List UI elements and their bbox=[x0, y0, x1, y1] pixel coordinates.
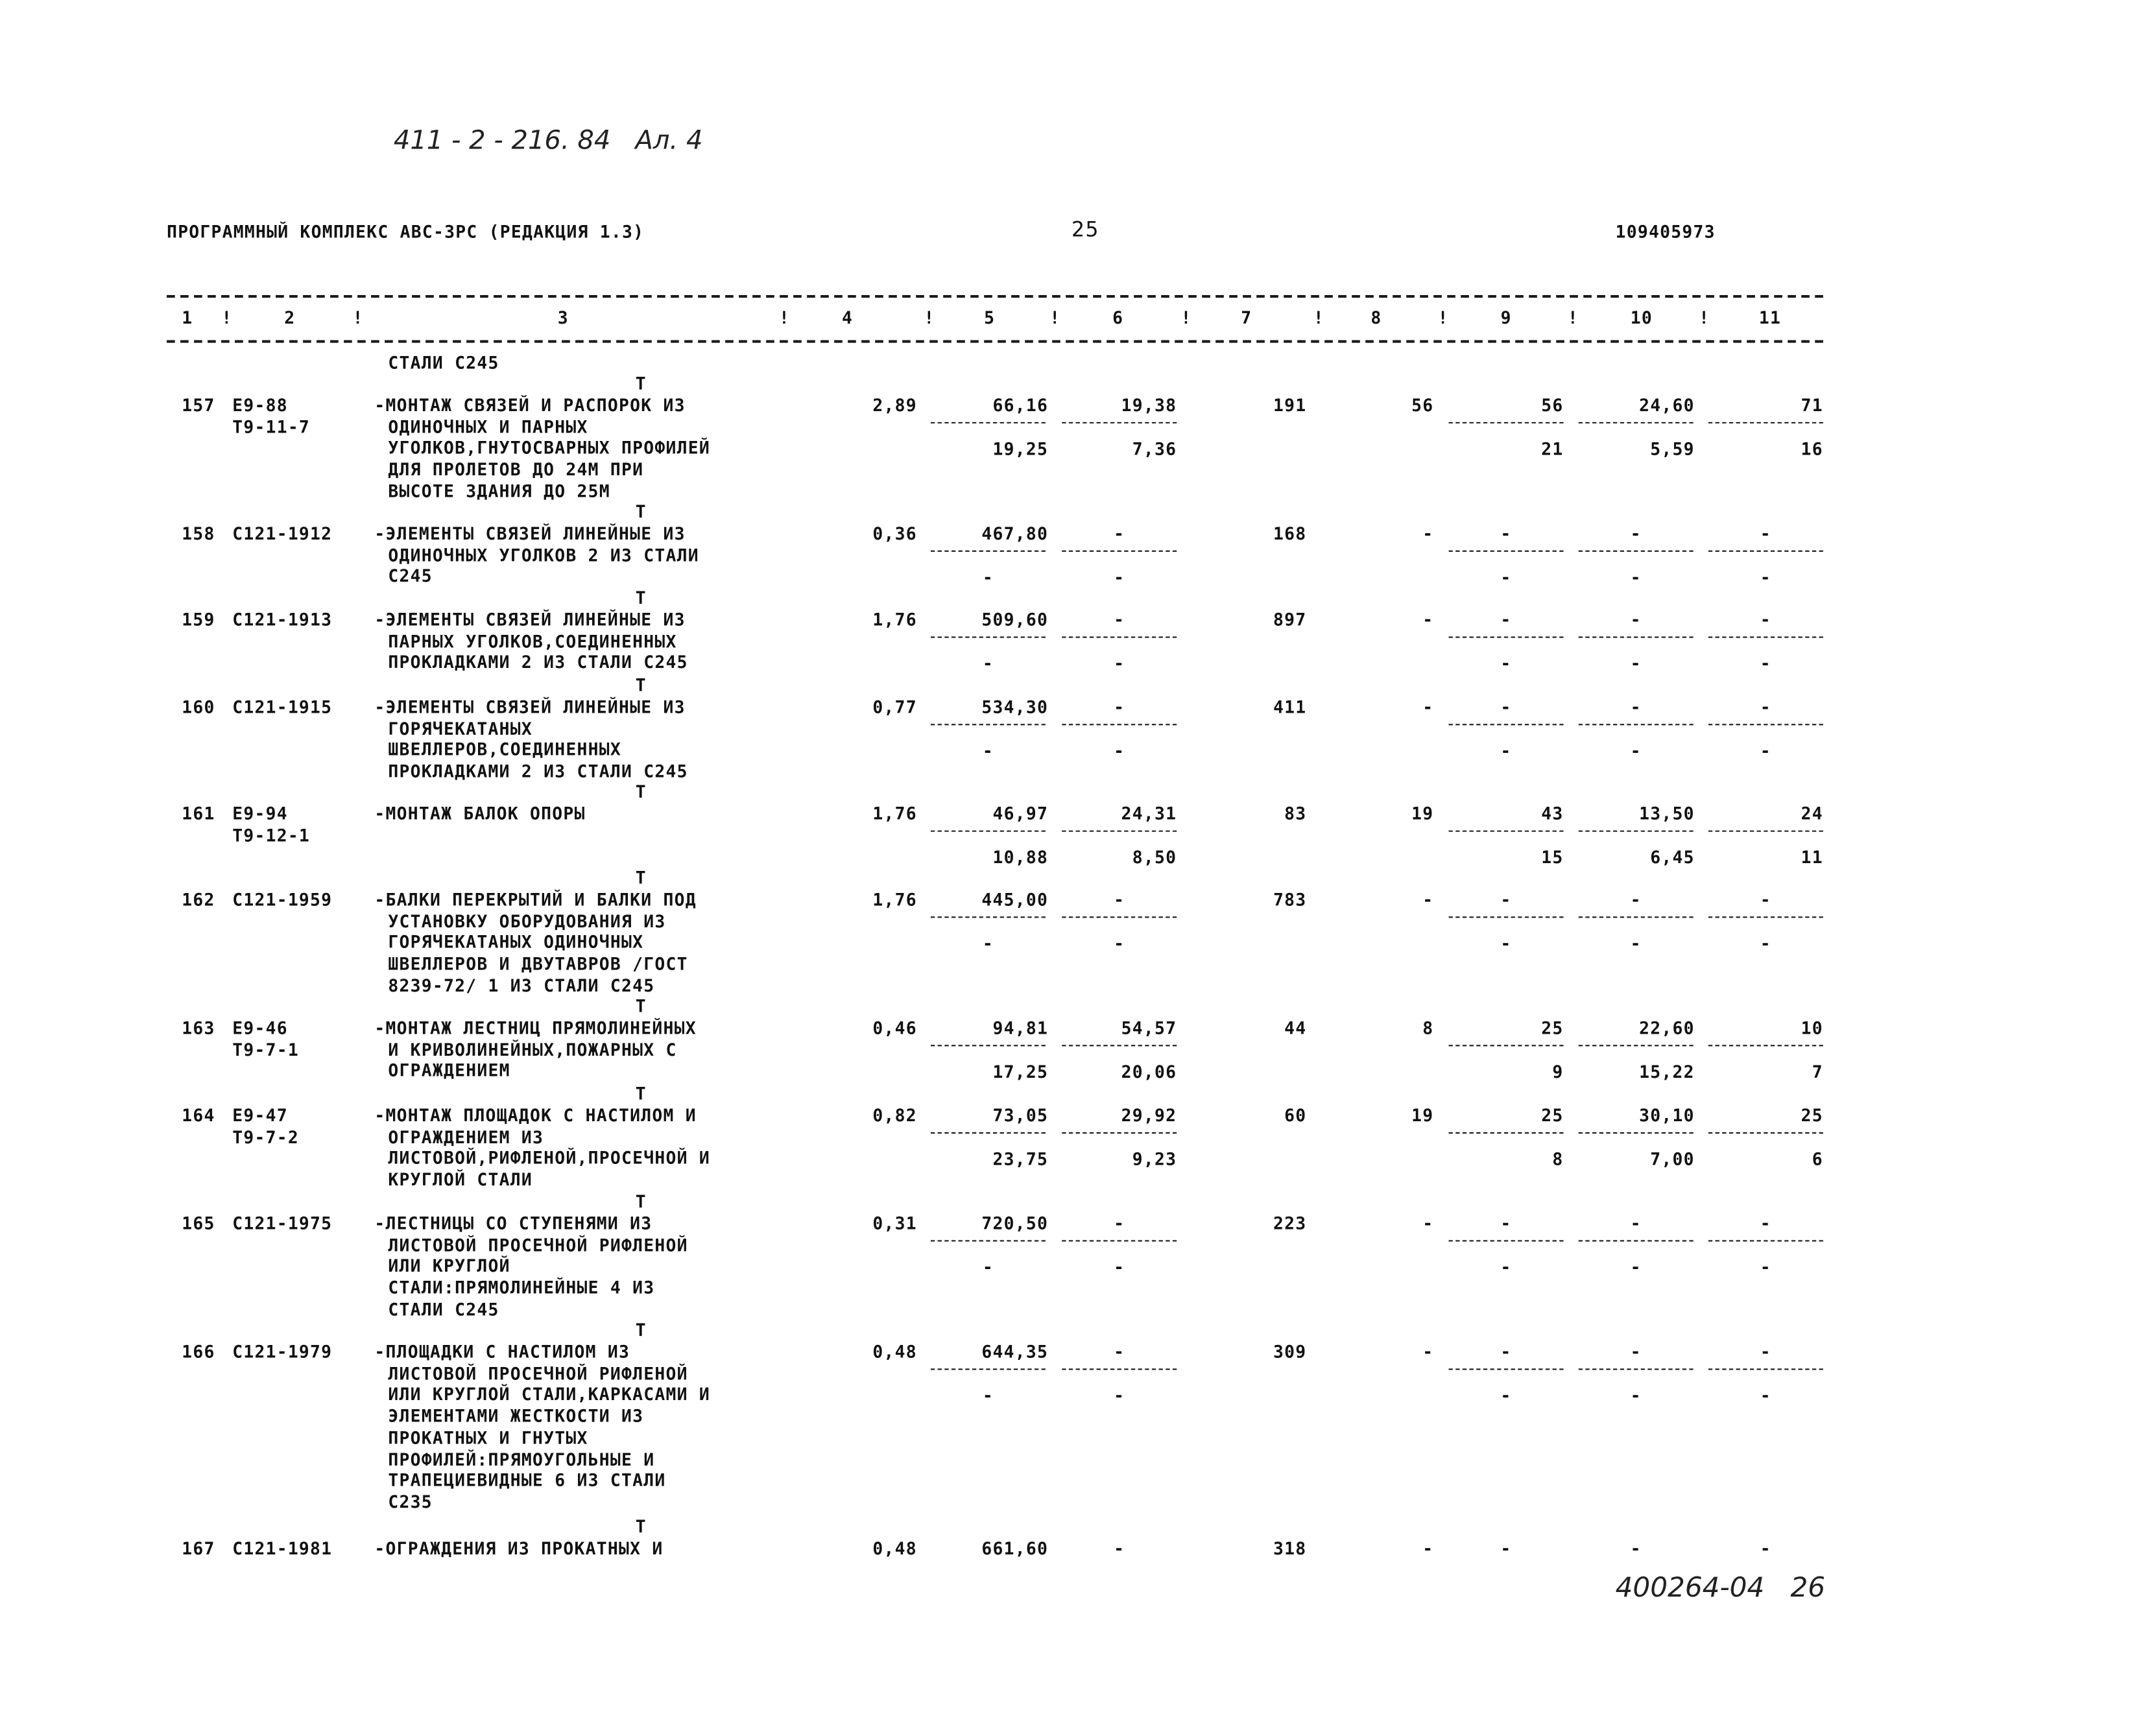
row-165-code-0: С121-1975 bbox=[232, 1213, 333, 1233]
row-159-code-0: С121-1913 bbox=[232, 609, 333, 630]
table-top-rule bbox=[167, 295, 1823, 298]
row-164-c10-value-1: 7,00 bbox=[1650, 1148, 1695, 1169]
row-163-code-1: Т9-7-1 bbox=[232, 1039, 299, 1060]
row-167-c9-value-0: - bbox=[1500, 1538, 1512, 1559]
row-162-c6-value-1: - bbox=[1114, 932, 1125, 953]
row-164-c6-value-1: 9,23 bbox=[1132, 1148, 1177, 1169]
row-163-c5-value-0: 94,81 bbox=[992, 1017, 1049, 1038]
row-159-c10-value-1: - bbox=[1630, 652, 1642, 673]
row-162-c10-value-1: - bbox=[1630, 932, 1642, 953]
row-162-description-line-0: -БАЛКИ ПЕРЕКРЫТИЙ И БАЛКИ ПОД bbox=[374, 889, 697, 910]
row-166-description-line-0: -ПЛОЩАДКИ С НАСТИЛОМ ИЗ bbox=[374, 1341, 630, 1362]
row-164-c6-value-0: 29,92 bbox=[1121, 1104, 1177, 1126]
row-162-c10-value-0: - bbox=[1630, 889, 1642, 910]
row-167-col7: 318 bbox=[1273, 1538, 1307, 1559]
row-164-c5-fraction-bar bbox=[931, 1132, 1046, 1134]
row-162-description-line-1: УСТАНОВКУ ОБОРУДОВАНИЯ ИЗ bbox=[388, 910, 666, 931]
row-157-c10-value-1: 5,59 bbox=[1650, 438, 1695, 458]
row-162-c10-fraction-bar bbox=[1579, 916, 1694, 918]
row-161-c6-value-0: 24,31 bbox=[1121, 803, 1177, 824]
row-158-c5-value-0: 467,80 bbox=[981, 523, 1049, 544]
row-157-marker: Т bbox=[635, 372, 647, 394]
row-164-c11-value-0: 25 bbox=[1801, 1104, 1823, 1126]
column-header-3: 3 bbox=[557, 307, 569, 328]
row-165-description-line-2: ИЛИ КРУГЛОЙ bbox=[388, 1255, 510, 1277]
row-166-col4: 0,48 bbox=[872, 1341, 917, 1362]
row-165-col4: 0,31 bbox=[872, 1213, 917, 1233]
row-159-c5-value-0: 509,60 bbox=[981, 609, 1049, 630]
row-158-number: 158 bbox=[182, 523, 215, 544]
row-161-col7: 83 bbox=[1284, 803, 1307, 824]
column-header-8: 8 bbox=[1371, 307, 1382, 328]
row-158-description-line-1: ОДИНОЧНЫХ УГОЛКОВ 2 ИЗ СТАЛИ bbox=[388, 544, 699, 565]
row-161-c10-value-0: 13,50 bbox=[1639, 803, 1695, 824]
row-160-c11-value-0: - bbox=[1760, 696, 1771, 717]
row-162-c6-value-0: - bbox=[1114, 889, 1125, 910]
row-161-c10-fraction-bar bbox=[1579, 831, 1694, 832]
row-164-col8: 19 bbox=[1411, 1104, 1434, 1126]
row-163-marker: Т bbox=[635, 995, 647, 1017]
row-158-c6-value-1: - bbox=[1114, 566, 1125, 587]
row-167-c10-value-0: - bbox=[1630, 1538, 1642, 1559]
row-163-c11-value-1: 7 bbox=[1812, 1060, 1823, 1082]
row-160-col7: 411 bbox=[1273, 696, 1307, 717]
row-163-c10-fraction-bar bbox=[1579, 1045, 1694, 1046]
row-163-c10-value-0: 22,60 bbox=[1639, 1017, 1695, 1038]
row-157-c5-value-1: 19,25 bbox=[992, 438, 1049, 458]
row-158-c10-value-0: - bbox=[1630, 523, 1642, 544]
row-164-c9-value-0: 25 bbox=[1541, 1104, 1564, 1126]
row-166-c6-value-0: - bbox=[1114, 1341, 1125, 1362]
row-159-c11-value-0: - bbox=[1760, 609, 1771, 630]
row-158-c10-fraction-bar bbox=[1579, 551, 1694, 552]
row-166-col7: 309 bbox=[1273, 1341, 1307, 1362]
row-159-c5-fraction-bar bbox=[931, 636, 1046, 637]
row-161-c11-fraction-bar bbox=[1708, 831, 1823, 832]
row-163-c5-fraction-bar bbox=[931, 1045, 1046, 1046]
row-161-c6-fraction-bar bbox=[1062, 831, 1177, 832]
row-162-c9-value-0: - bbox=[1500, 889, 1512, 910]
row-166-description-line-3: ЭЛЕМЕНТАМИ ЖЕСТКОСТИ ИЗ bbox=[388, 1405, 644, 1427]
page-number: 25 bbox=[1071, 217, 1099, 242]
row-161-c5-fraction-bar bbox=[931, 831, 1046, 832]
row-167-number: 167 bbox=[182, 1538, 215, 1559]
row-159-c11-fraction-bar bbox=[1708, 636, 1823, 637]
row-162-c5-fraction-bar bbox=[931, 916, 1046, 918]
row-159-c11-value-1: - bbox=[1760, 652, 1771, 673]
row-160-c5-value-1: - bbox=[982, 739, 994, 761]
row-159-c10-value-0: - bbox=[1630, 609, 1642, 630]
row-166-c5-value-1: - bbox=[982, 1384, 994, 1405]
row-160-c11-value-1: - bbox=[1760, 739, 1771, 761]
row-162-c11-value-0: - bbox=[1760, 889, 1771, 910]
column-header-7: 7 bbox=[1241, 307, 1252, 328]
row-158-marker: Т bbox=[635, 501, 647, 522]
row-166-c10-value-0: - bbox=[1630, 1341, 1642, 1362]
row-162-description-line-4: 8239-72/ 1 ИЗ СТАЛИ С245 bbox=[388, 975, 655, 995]
row-158-description-line-2: С245 bbox=[388, 565, 433, 587]
row-160-code-0: С121-1915 bbox=[232, 696, 333, 717]
row-158-c11-fraction-bar bbox=[1708, 551, 1823, 552]
row-159-c5-value-1: - bbox=[982, 652, 994, 673]
row-164-c6-fraction-bar bbox=[1062, 1132, 1177, 1134]
row-167-code-0: С121-1981 bbox=[232, 1538, 333, 1559]
row-162-code-0: С121-1959 bbox=[232, 889, 333, 910]
row-165-c9-fraction-bar bbox=[1449, 1240, 1564, 1241]
row-164-code-1: Т9-7-2 bbox=[232, 1126, 299, 1147]
column-header-1: 1 bbox=[182, 307, 193, 328]
row-164-number: 164 bbox=[182, 1104, 215, 1126]
row-164-description-line-2: ЛИСТОВОЙ,РИФЛЕНОЙ,ПРОСЕЧНОЙ И bbox=[388, 1148, 710, 1169]
row-157-c11-value-0: 71 bbox=[1801, 394, 1823, 416]
row-166-description-line-2: ИЛИ КРУГЛОЙ СТАЛИ,КАРКАСАМИ И bbox=[388, 1384, 710, 1405]
row-163-c6-fraction-bar bbox=[1062, 1045, 1177, 1046]
column-header-10: 10 bbox=[1630, 307, 1653, 328]
row-165-c5-value-0: 720,50 bbox=[981, 1213, 1049, 1233]
row-166-code-0: С121-1979 bbox=[232, 1341, 333, 1362]
column-separator: ! bbox=[779, 307, 791, 328]
row-157-col8: 56 bbox=[1411, 394, 1434, 416]
row-165-c10-value-0: - bbox=[1630, 1213, 1642, 1233]
row-160-description-line-1: ГОРЯЧЕКАТАНЫХ bbox=[388, 718, 533, 739]
row-157-c10-value-0: 24,60 bbox=[1639, 394, 1695, 416]
row-159-c9-fraction-bar bbox=[1449, 636, 1564, 637]
row-165-c11-value-0: - bbox=[1760, 1213, 1771, 1233]
row-159-col8: - bbox=[1422, 609, 1434, 630]
row-164-code-0: Е9-47 bbox=[232, 1104, 288, 1126]
column-header-6: 6 bbox=[1112, 307, 1124, 328]
row-166-c6-value-1: - bbox=[1114, 1384, 1125, 1405]
row-157-c6-value-0: 19,38 bbox=[1121, 394, 1177, 416]
row-163-c9-fraction-bar bbox=[1449, 1045, 1564, 1046]
row-160-col8: - bbox=[1422, 696, 1434, 717]
row-167-marker: Т bbox=[635, 1516, 647, 1537]
row-162-marker: Т bbox=[635, 867, 647, 888]
row-158-c9-value-1: - bbox=[1500, 566, 1512, 587]
row-158-c10-value-1: - bbox=[1630, 566, 1642, 587]
row-165-c5-fraction-bar bbox=[931, 1240, 1046, 1241]
row-157-description-line-2: УГОЛКОВ,ГНУТОСВАРНЫХ ПРОФИЛЕЙ bbox=[388, 437, 710, 458]
column-header-5: 5 bbox=[984, 307, 996, 328]
row-159-c9-value-0: - bbox=[1500, 609, 1512, 630]
row-157-c6-value-1: 7,36 bbox=[1132, 438, 1177, 458]
row-161-c6-value-1: 8,50 bbox=[1132, 846, 1177, 867]
row-163-number: 163 bbox=[182, 1017, 215, 1038]
row-159-c6-value-1: - bbox=[1114, 652, 1125, 673]
row-165-marker: Т bbox=[635, 1191, 647, 1212]
row-163-description-line-1: И КРИВОЛИНЕЙНЫХ,ПОЖАРНЫХ С bbox=[388, 1039, 677, 1060]
row-158-description-line-0: -ЭЛЕМЕНТЫ СВЯЗЕЙ ЛИНЕЙНЫЕ ИЗ bbox=[374, 523, 686, 544]
row-162-c9-value-1: - bbox=[1500, 932, 1512, 953]
row-160-c6-fraction-bar bbox=[1062, 724, 1177, 725]
row-159-c6-fraction-bar bbox=[1062, 636, 1177, 637]
row-159-c6-value-0: - bbox=[1114, 609, 1125, 630]
row-159-c10-fraction-bar bbox=[1579, 636, 1694, 637]
row-166-description-line-5: ПРОФИЛЕЙ:ПРЯМОУГОЛЬНЫЕ И bbox=[388, 1448, 655, 1469]
row-164-c11-fraction-bar bbox=[1708, 1132, 1823, 1134]
row-158-c6-fraction-bar bbox=[1062, 551, 1177, 552]
column-header-11: 11 bbox=[1758, 307, 1782, 328]
row-161-c9-value-0: 43 bbox=[1541, 803, 1564, 824]
row-161-c9-value-1: 15 bbox=[1541, 846, 1564, 867]
row-159-marker: Т bbox=[635, 587, 647, 608]
row-165-c10-value-1: - bbox=[1630, 1255, 1642, 1277]
row-157-c11-value-1: 16 bbox=[1801, 438, 1823, 458]
row-157-description-line-3: ДЛЯ ПРОЛЕТОВ ДО 24М ПРИ bbox=[388, 458, 644, 480]
row-165-c9-value-0: - bbox=[1500, 1213, 1512, 1233]
row-166-c10-value-1: - bbox=[1630, 1384, 1642, 1405]
row-160-number: 160 bbox=[182, 696, 215, 717]
row-162-c11-fraction-bar bbox=[1708, 916, 1823, 918]
row-166-c11-value-0: - bbox=[1760, 1341, 1771, 1362]
row-163-c11-fraction-bar bbox=[1708, 1045, 1823, 1046]
row-160-c5-value-0: 534,30 bbox=[981, 696, 1049, 717]
row-164-c9-value-1: 8 bbox=[1552, 1148, 1564, 1169]
row-162-c9-fraction-bar bbox=[1449, 916, 1564, 918]
row-165-col7: 223 bbox=[1273, 1213, 1307, 1233]
row-165-c5-value-1: - bbox=[982, 1255, 994, 1277]
row-161-marker: Т bbox=[635, 781, 647, 802]
row-164-c10-fraction-bar bbox=[1579, 1132, 1694, 1134]
row-159-col4: 1,76 bbox=[872, 609, 917, 630]
row-163-c10-value-1: 15,22 bbox=[1639, 1060, 1695, 1082]
row-161-c11-value-0: 24 bbox=[1801, 803, 1823, 824]
row-164-c11-value-1: 6 bbox=[1812, 1148, 1823, 1169]
row-158-c5-value-1: - bbox=[982, 566, 994, 587]
row-157-col7: 191 bbox=[1273, 394, 1307, 416]
row-162-c5-value-1: - bbox=[982, 932, 994, 953]
row-161-col8: 19 bbox=[1411, 803, 1434, 824]
row-157-description-line-1: ОДИНОЧНЫХ И ПАРНЫХ bbox=[388, 416, 588, 437]
row-158-c11-value-0: - bbox=[1760, 523, 1771, 544]
row-164-c9-fraction-bar bbox=[1449, 1132, 1564, 1134]
row-157-c9-value-0: 56 bbox=[1541, 394, 1564, 416]
row-163-description-line-2: ОГРАЖДЕНИЕМ bbox=[388, 1060, 510, 1081]
row-167-c11-value-0: - bbox=[1760, 1538, 1771, 1559]
row-166-c10-fraction-bar bbox=[1579, 1368, 1694, 1370]
row-160-c10-fraction-bar bbox=[1579, 724, 1694, 725]
row-158-c11-value-1: - bbox=[1760, 566, 1771, 587]
row-163-c5-value-1: 17,25 bbox=[992, 1060, 1049, 1082]
column-separator: ! bbox=[1313, 307, 1325, 328]
row-166-description-line-4: ПРОКАТНЫХ И ГНУТЫХ bbox=[388, 1427, 588, 1448]
row-161-code-1: Т9-12-1 bbox=[232, 824, 311, 846]
row-157-description-line-0: -МОНТАЖ СВЯЗЕЙ И РАСПОРОК ИЗ bbox=[374, 394, 686, 416]
row-164-col4: 0,82 bbox=[872, 1104, 917, 1126]
row-166-description-line-1: ЛИСТОВОЙ ПРОСЕЧНОЙ РИФЛЕНОЙ bbox=[388, 1362, 688, 1383]
row-166-c11-value-1: - bbox=[1760, 1384, 1771, 1405]
row-159-description-line-2: ПРОКЛАДКАМИ 2 ИЗ СТАЛИ С245 bbox=[388, 652, 688, 673]
row-164-c5-value-1: 23,75 bbox=[992, 1148, 1049, 1169]
row-161-c5-value-1: 10,88 bbox=[992, 846, 1049, 867]
row-162-description-line-2: ГОРЯЧЕКАТАНЫХ ОДИНОЧНЫХ bbox=[388, 932, 644, 953]
row-164-c10-value-0: 30,10 bbox=[1639, 1104, 1695, 1126]
row-165-description-line-3: СТАЛИ:ПРЯМОЛИНЕЙНЫЕ 4 ИЗ bbox=[388, 1277, 655, 1298]
row-162-number: 162 bbox=[182, 889, 215, 910]
column-header-9: 9 bbox=[1500, 307, 1512, 328]
column-separator: ! bbox=[1049, 307, 1061, 328]
row-158-code-0: С121-1912 bbox=[232, 523, 333, 544]
row-158-c9-value-0: - bbox=[1500, 523, 1512, 544]
row-167-col8: - bbox=[1422, 1538, 1434, 1559]
row-163-c9-value-0: 25 bbox=[1541, 1017, 1564, 1038]
row-164-description-line-1: ОГРАЖДЕНИЕМ ИЗ bbox=[388, 1126, 544, 1147]
row-165-c11-value-1: - bbox=[1760, 1255, 1771, 1277]
row-165-c6-fraction-bar bbox=[1062, 1240, 1177, 1241]
row-157-c10-fraction-bar bbox=[1579, 422, 1694, 423]
row-166-description-line-7: С235 bbox=[388, 1491, 433, 1512]
handwritten-doc-number: 411 - 2 - 216. 84 Ал. 4 bbox=[393, 125, 703, 156]
row-158-c5-fraction-bar bbox=[931, 551, 1046, 552]
column-separator: ! bbox=[1567, 307, 1579, 328]
row-157-c6-fraction-bar bbox=[1062, 422, 1177, 423]
row-165-c10-fraction-bar bbox=[1579, 1240, 1694, 1241]
row-161-col4: 1,76 bbox=[872, 803, 917, 824]
row-159-col7: 897 bbox=[1273, 609, 1307, 630]
row-166-c6-fraction-bar bbox=[1062, 1368, 1177, 1370]
row-167-c6-value-0: - bbox=[1114, 1538, 1125, 1559]
row-157-c5-value-0: 66,16 bbox=[992, 394, 1049, 416]
row-160-c6-value-1: - bbox=[1114, 739, 1125, 761]
row-161-c9-fraction-bar bbox=[1449, 831, 1564, 832]
row-160-c9-fraction-bar bbox=[1449, 724, 1564, 725]
row-160-c9-value-1: - bbox=[1500, 739, 1512, 761]
row-160-description-line-3: ПРОКЛАДКАМИ 2 ИЗ СТАЛИ С245 bbox=[388, 761, 688, 781]
row-164-description-line-3: КРУГЛОЙ СТАЛИ bbox=[388, 1169, 533, 1190]
row-167-c5-value-0: 661,60 bbox=[981, 1538, 1049, 1559]
carryover-text: СТАЛИ С245 bbox=[388, 352, 499, 373]
column-header-4: 4 bbox=[841, 307, 854, 328]
row-162-c6-fraction-bar bbox=[1062, 916, 1177, 918]
row-161-c11-value-1: 11 bbox=[1801, 846, 1823, 867]
row-163-col8: 8 bbox=[1422, 1017, 1434, 1038]
row-166-c9-value-0: - bbox=[1500, 1341, 1512, 1362]
row-161-c5-value-0: 46,97 bbox=[992, 803, 1049, 824]
row-165-description-line-4: СТАЛИ С245 bbox=[388, 1298, 499, 1320]
row-165-col8: - bbox=[1422, 1213, 1434, 1233]
row-157-c9-value-1: 21 bbox=[1541, 438, 1564, 458]
row-157-code-1: Т9-11-7 bbox=[232, 416, 311, 437]
column-separator: ! bbox=[352, 307, 364, 328]
row-166-marker: Т bbox=[635, 1319, 647, 1340]
column-header-2: 2 bbox=[284, 307, 296, 328]
row-157-col4: 2,89 bbox=[872, 394, 917, 416]
row-160-marker: Т bbox=[635, 674, 647, 696]
row-167-col4: 0,48 bbox=[872, 1538, 917, 1559]
row-160-c10-value-0: - bbox=[1630, 696, 1642, 717]
row-165-c6-value-0: - bbox=[1114, 1213, 1125, 1233]
column-separator: ! bbox=[924, 307, 935, 328]
row-157-description-line-4: ВЫСОТЕ ЗДАНИЯ ДО 25М bbox=[388, 480, 610, 501]
row-163-code-0: Е9-46 bbox=[232, 1017, 288, 1038]
row-165-c11-fraction-bar bbox=[1708, 1240, 1823, 1241]
row-163-col7: 44 bbox=[1284, 1017, 1307, 1038]
row-166-col8: - bbox=[1422, 1341, 1434, 1362]
handwritten-archive-number: 400264-04 26 bbox=[1615, 1571, 1826, 1604]
row-159-number: 159 bbox=[182, 609, 215, 630]
row-163-c6-value-1: 20,06 bbox=[1121, 1060, 1177, 1082]
row-164-c5-value-0: 73,05 bbox=[992, 1104, 1049, 1126]
row-166-c5-value-0: 644,35 bbox=[981, 1341, 1049, 1362]
row-165-c6-value-1: - bbox=[1114, 1255, 1125, 1277]
row-158-c6-value-0: - bbox=[1114, 523, 1125, 544]
row-160-c9-value-0: - bbox=[1500, 696, 1512, 717]
column-separator: ! bbox=[1699, 307, 1710, 328]
row-162-c11-value-1: - bbox=[1760, 932, 1771, 953]
row-165-description-line-1: ЛИСТОВОЙ ПРОСЕЧНОЙ РИФЛЕНОЙ bbox=[388, 1234, 688, 1255]
row-165-number: 165 bbox=[182, 1213, 215, 1233]
row-163-c9-value-1: 9 bbox=[1552, 1060, 1564, 1082]
program-title: ПРОГРАММНЫЙ КОМПЛЕКС АВС-3РС (РЕДАКЦИЯ 1.3) bbox=[167, 221, 645, 242]
row-160-c6-value-0: - bbox=[1114, 696, 1125, 717]
row-163-c11-value-0: 10 bbox=[1801, 1017, 1823, 1038]
row-162-col4: 1,76 bbox=[872, 889, 917, 910]
row-166-c5-fraction-bar bbox=[931, 1368, 1046, 1370]
row-158-col4: 0,36 bbox=[872, 523, 917, 544]
row-157-code-0: Е9-88 bbox=[232, 394, 288, 416]
row-162-c5-value-0: 445,00 bbox=[981, 889, 1049, 910]
row-160-description-line-2: ШВЕЛЛЕРОВ,СОЕДИНЕННЫХ bbox=[388, 739, 621, 760]
row-163-c6-value-0: 54,57 bbox=[1121, 1017, 1177, 1038]
row-160-c10-value-1: - bbox=[1630, 739, 1642, 761]
row-166-c9-value-1: - bbox=[1500, 1384, 1512, 1405]
row-158-col7: 168 bbox=[1273, 523, 1307, 544]
row-161-c10-value-1: 6,45 bbox=[1650, 846, 1695, 867]
row-163-col4: 0,46 bbox=[872, 1017, 917, 1038]
row-163-description-line-0: -МОНТАЖ ЛЕСТНИЦ ПРЯМОЛИНЕЙНЫХ bbox=[374, 1017, 697, 1038]
row-159-c9-value-1: - bbox=[1500, 652, 1512, 673]
row-160-description-line-0: -ЭЛЕМЕНТЫ СВЯЗЕЙ ЛИНЕЙНЫЕ ИЗ bbox=[374, 696, 686, 717]
row-159-description-line-0: -ЭЛЕМЕНТЫ СВЯЗЕЙ ЛИНЕЙНЫЕ ИЗ bbox=[374, 609, 686, 630]
row-164-marker: Т bbox=[635, 1083, 647, 1104]
document-code: 109405973 bbox=[1615, 221, 1716, 242]
row-166-description-line-6: ТРАПЕЦИЕВИДНЫЕ 6 ИЗ СТАЛИ bbox=[388, 1469, 666, 1491]
table-header-rule bbox=[167, 340, 1823, 342]
column-separator: ! bbox=[1437, 307, 1449, 328]
row-167-description-line-0: -ОГРАЖДЕНИЯ ИЗ ПРОКАТНЫХ И bbox=[374, 1538, 664, 1559]
row-164-description-line-0: -МОНТАЖ ПЛОЩАДОК С НАСТИЛОМ И bbox=[374, 1104, 697, 1126]
row-162-description-line-3: ШВЕЛЛЕРОВ И ДВУТАВРОВ /ГОСТ bbox=[388, 953, 688, 974]
row-157-c9-fraction-bar bbox=[1449, 422, 1564, 423]
row-157-number: 157 bbox=[182, 394, 215, 416]
column-separator: ! bbox=[1180, 307, 1192, 328]
row-159-description-line-1: ПАРНЫХ УГОЛКОВ,СОЕДИНЕННЫХ bbox=[388, 630, 677, 651]
row-160-col4: 0,77 bbox=[872, 696, 917, 717]
row-166-c11-fraction-bar bbox=[1708, 1368, 1823, 1370]
row-166-number: 166 bbox=[182, 1341, 215, 1362]
row-162-col7: 783 bbox=[1273, 889, 1307, 910]
row-164-col7: 60 bbox=[1284, 1104, 1307, 1126]
row-158-col8: - bbox=[1422, 523, 1434, 544]
row-162-col8: - bbox=[1422, 889, 1434, 910]
row-161-code-0: Е9-94 bbox=[232, 803, 288, 824]
row-161-number: 161 bbox=[182, 803, 215, 824]
row-165-c9-value-1: - bbox=[1500, 1255, 1512, 1277]
row-165-description-line-0: -ЛЕСТНИЦЫ СО СТУПЕНЯМИ ИЗ bbox=[374, 1213, 652, 1233]
row-158-c9-fraction-bar bbox=[1449, 551, 1564, 552]
column-separator: ! bbox=[221, 307, 233, 328]
row-157-c11-fraction-bar bbox=[1708, 422, 1823, 423]
row-157-c5-fraction-bar bbox=[931, 422, 1046, 423]
row-161-description-line-0: -МОНТАЖ БАЛОК ОПОРЫ bbox=[374, 803, 586, 824]
row-160-c5-fraction-bar bbox=[931, 724, 1046, 725]
row-166-c9-fraction-bar bbox=[1449, 1368, 1564, 1370]
row-160-c11-fraction-bar bbox=[1708, 724, 1823, 725]
